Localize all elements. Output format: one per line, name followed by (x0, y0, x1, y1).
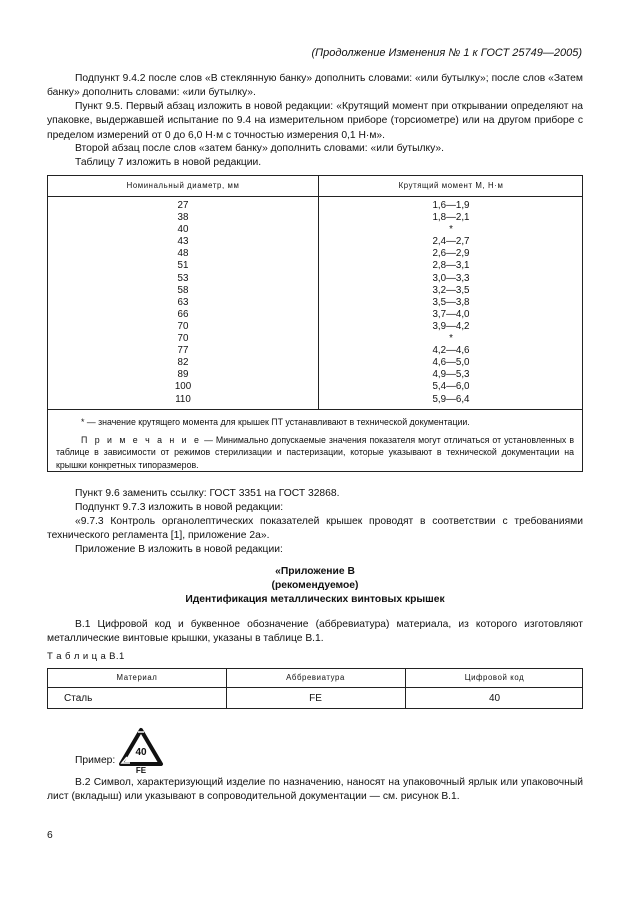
table-b1-header-material: Материал (116, 673, 158, 682)
table-header-diameter: Номинальный диаметр, мм (126, 181, 240, 190)
table-cell-torque: 4,9—5,3 (432, 369, 470, 381)
table-cell-torque: 5,9—6,4 (432, 393, 470, 405)
table-cell-torque: * (449, 333, 453, 345)
table-cell-torque: 3,2—3,5 (432, 284, 470, 296)
table-cell-torque: 3,5—3,8 (432, 296, 470, 308)
recycling-triangle-icon (118, 727, 164, 769)
table-divider-footer (48, 409, 582, 410)
paragraph-9-4-2 (47, 72, 583, 101)
table-cell-diameter: 66 (177, 308, 189, 320)
table-cell-diameter: 51 (177, 260, 189, 272)
table-note (56, 434, 574, 471)
table-cell-diameter: 48 (177, 248, 189, 260)
table-cell-diameter: 82 (177, 357, 189, 369)
table-cell-diameter: 100 (174, 381, 192, 393)
paragraph-appendix-intro-text: Приложение В изложить в новой редакции: (75, 544, 283, 555)
table-b1-caption: Т а б л и ц а В.1 (47, 651, 125, 662)
table-cell-diameter: 63 (177, 296, 189, 308)
table-cell-torque: 4,6—5,0 (432, 357, 470, 369)
symbol-code: 40 (135, 747, 147, 758)
table-cell-diameter: 27 (177, 200, 189, 211)
paragraph-9-7-3-content (47, 515, 583, 544)
table-cell-diameter: 110 (175, 393, 191, 405)
paragraph-9-6 (47, 487, 583, 501)
table-b1 (47, 668, 583, 709)
appendix-title: «Приложение В (275, 566, 355, 577)
table-cell-torque: 3,0—3,3 (432, 272, 470, 284)
paragraph-9-7-3 (47, 501, 583, 515)
table-cell-diameter: 58 (177, 284, 189, 296)
paragraph-b2-text: В.2 Символ, характеризующий изделие по назначению, наносят на упаковочный ярлык или упаковочный лист (вкладыш) или указывают в сопроводительной документации — см. рисунок В.1. (47, 777, 583, 803)
table-cell-diameter: 89 (177, 369, 189, 381)
paragraph-table7-intro (47, 156, 583, 170)
table-header-torque: Крутящий момент M, Н·м (398, 181, 504, 190)
table-b1-header-divider (48, 687, 582, 688)
table-footnote (56, 416, 574, 428)
table-b1-cell-material: Сталь (64, 693, 93, 704)
page-number: 6 (47, 830, 53, 841)
table-cell-torque: 2,8—3,1 (432, 260, 470, 272)
paragraph-9-7-3-text: Подпункт 9.7.3 изложить в новой редакции: (75, 502, 284, 513)
symbol-abbreviation: FE (135, 766, 147, 775)
appendix-heading: Идентификация металлических винтовых крышек (185, 594, 445, 605)
table-cell-torque: 5,4—6,0 (432, 381, 470, 393)
table-cell-diameter: 53 (177, 272, 189, 284)
table-cell-diameter: 43 (177, 236, 189, 248)
table-cell-diameter: 70 (177, 333, 189, 345)
table-cell-torque: 3,7—4,0 (432, 308, 470, 320)
paragraph-b1-text: В.1 Цифровой код и буквенное обозначение (аббревиатура) материала, из которого изготовляют металлические винтовые крышки, указаны в таблице В.1. (47, 619, 583, 645)
table-footnote-text: * — значение крутящего момента для крышек ПТ устанавливают в технической документации. (81, 417, 470, 427)
table-7 (47, 175, 583, 472)
paragraph-table7-intro-text: Таблицу 7 изложить в новой редакции. (75, 157, 262, 168)
paragraph-second (47, 142, 583, 156)
paragraph-9-4-2-text: Подпункт 9.4.2 после слов «В стеклянную банку» дополнить словами: «или бутылку»; после слов «Затем банку» дополнить словами: «или бутылку». (47, 73, 583, 99)
table-cell-diameter: 70 (177, 320, 189, 332)
table-note-label: П р и м е ч а н и е (81, 435, 202, 445)
table-note-text: — Минимально допускаемые значения показателя могут отличаться от установленных в таблице в зависимости от режимов стерилизации и пастеризации, которые указывают в технической документации на крышки конкретных типоразмеров. (56, 435, 574, 470)
paragraph-9-5 (47, 100, 583, 143)
table-cell-torque: 4,2—4,6 (432, 345, 470, 357)
paragraph-9-7-3-content-text: «9.7.3 Контроль органолептических показателей крышек проводят в соответствии с требованиями технического регламента [1], приложение 2а». (47, 516, 583, 542)
paragraph-9-6-text: Пункт 9.6 заменить ссылку: ГОСТ 3351 на ГОСТ 32868. (75, 488, 340, 499)
table-column-torque (318, 200, 584, 406)
paragraph-appendix-intro (47, 543, 583, 557)
paragraph-b2 (47, 776, 583, 805)
table-divider-header (48, 196, 582, 197)
paragraph-b1 (47, 618, 583, 647)
table-b1-cell-code: 40 (488, 693, 501, 704)
table-cell-torque: 3,9—4,2 (432, 320, 470, 332)
table-cell-torque: 1,6—1,9 (432, 200, 470, 211)
table-cell-diameter: 77 (177, 345, 189, 357)
paragraph-9-5-text: Пункт 9.5. Первый абзац изложить в новой редакции: «Крутящий момент при открывании определяют на упаковке, выдержавшей испытание по 9.4 на измерительном приборе (торсиометре) или на другом приборе с пределом измерений от 0 до 6,0 Н·м с точностью измерения 0,1 Н·м». (47, 101, 583, 141)
paragraph-second-text: Второй абзац после слов «затем банку» дополнить словами: «или бутылку». (75, 143, 445, 154)
page-header: (Продолжение Изменения № 1 к ГОСТ 25749—2005) (311, 47, 582, 59)
table-b1-cell-abbr: FE (309, 693, 322, 704)
appendix-status: (рекомендуемое) (271, 580, 359, 591)
table-cell-torque: * (449, 224, 453, 236)
table-b1-header-abbr: Аббревиатура (286, 673, 345, 682)
table-cell-torque: 2,4—2,7 (432, 236, 470, 248)
example-label: Пример: (75, 755, 116, 766)
table-column-diameter (48, 200, 318, 406)
table-cell-torque: 2,6—2,9 (432, 248, 470, 260)
table-cell-diameter: 40 (177, 224, 189, 236)
table-cell-diameter: 38 (177, 212, 189, 224)
table-b1-header-code: Цифровой код (464, 673, 525, 682)
table-cell-torque: 1,8—2,1 (432, 212, 470, 224)
